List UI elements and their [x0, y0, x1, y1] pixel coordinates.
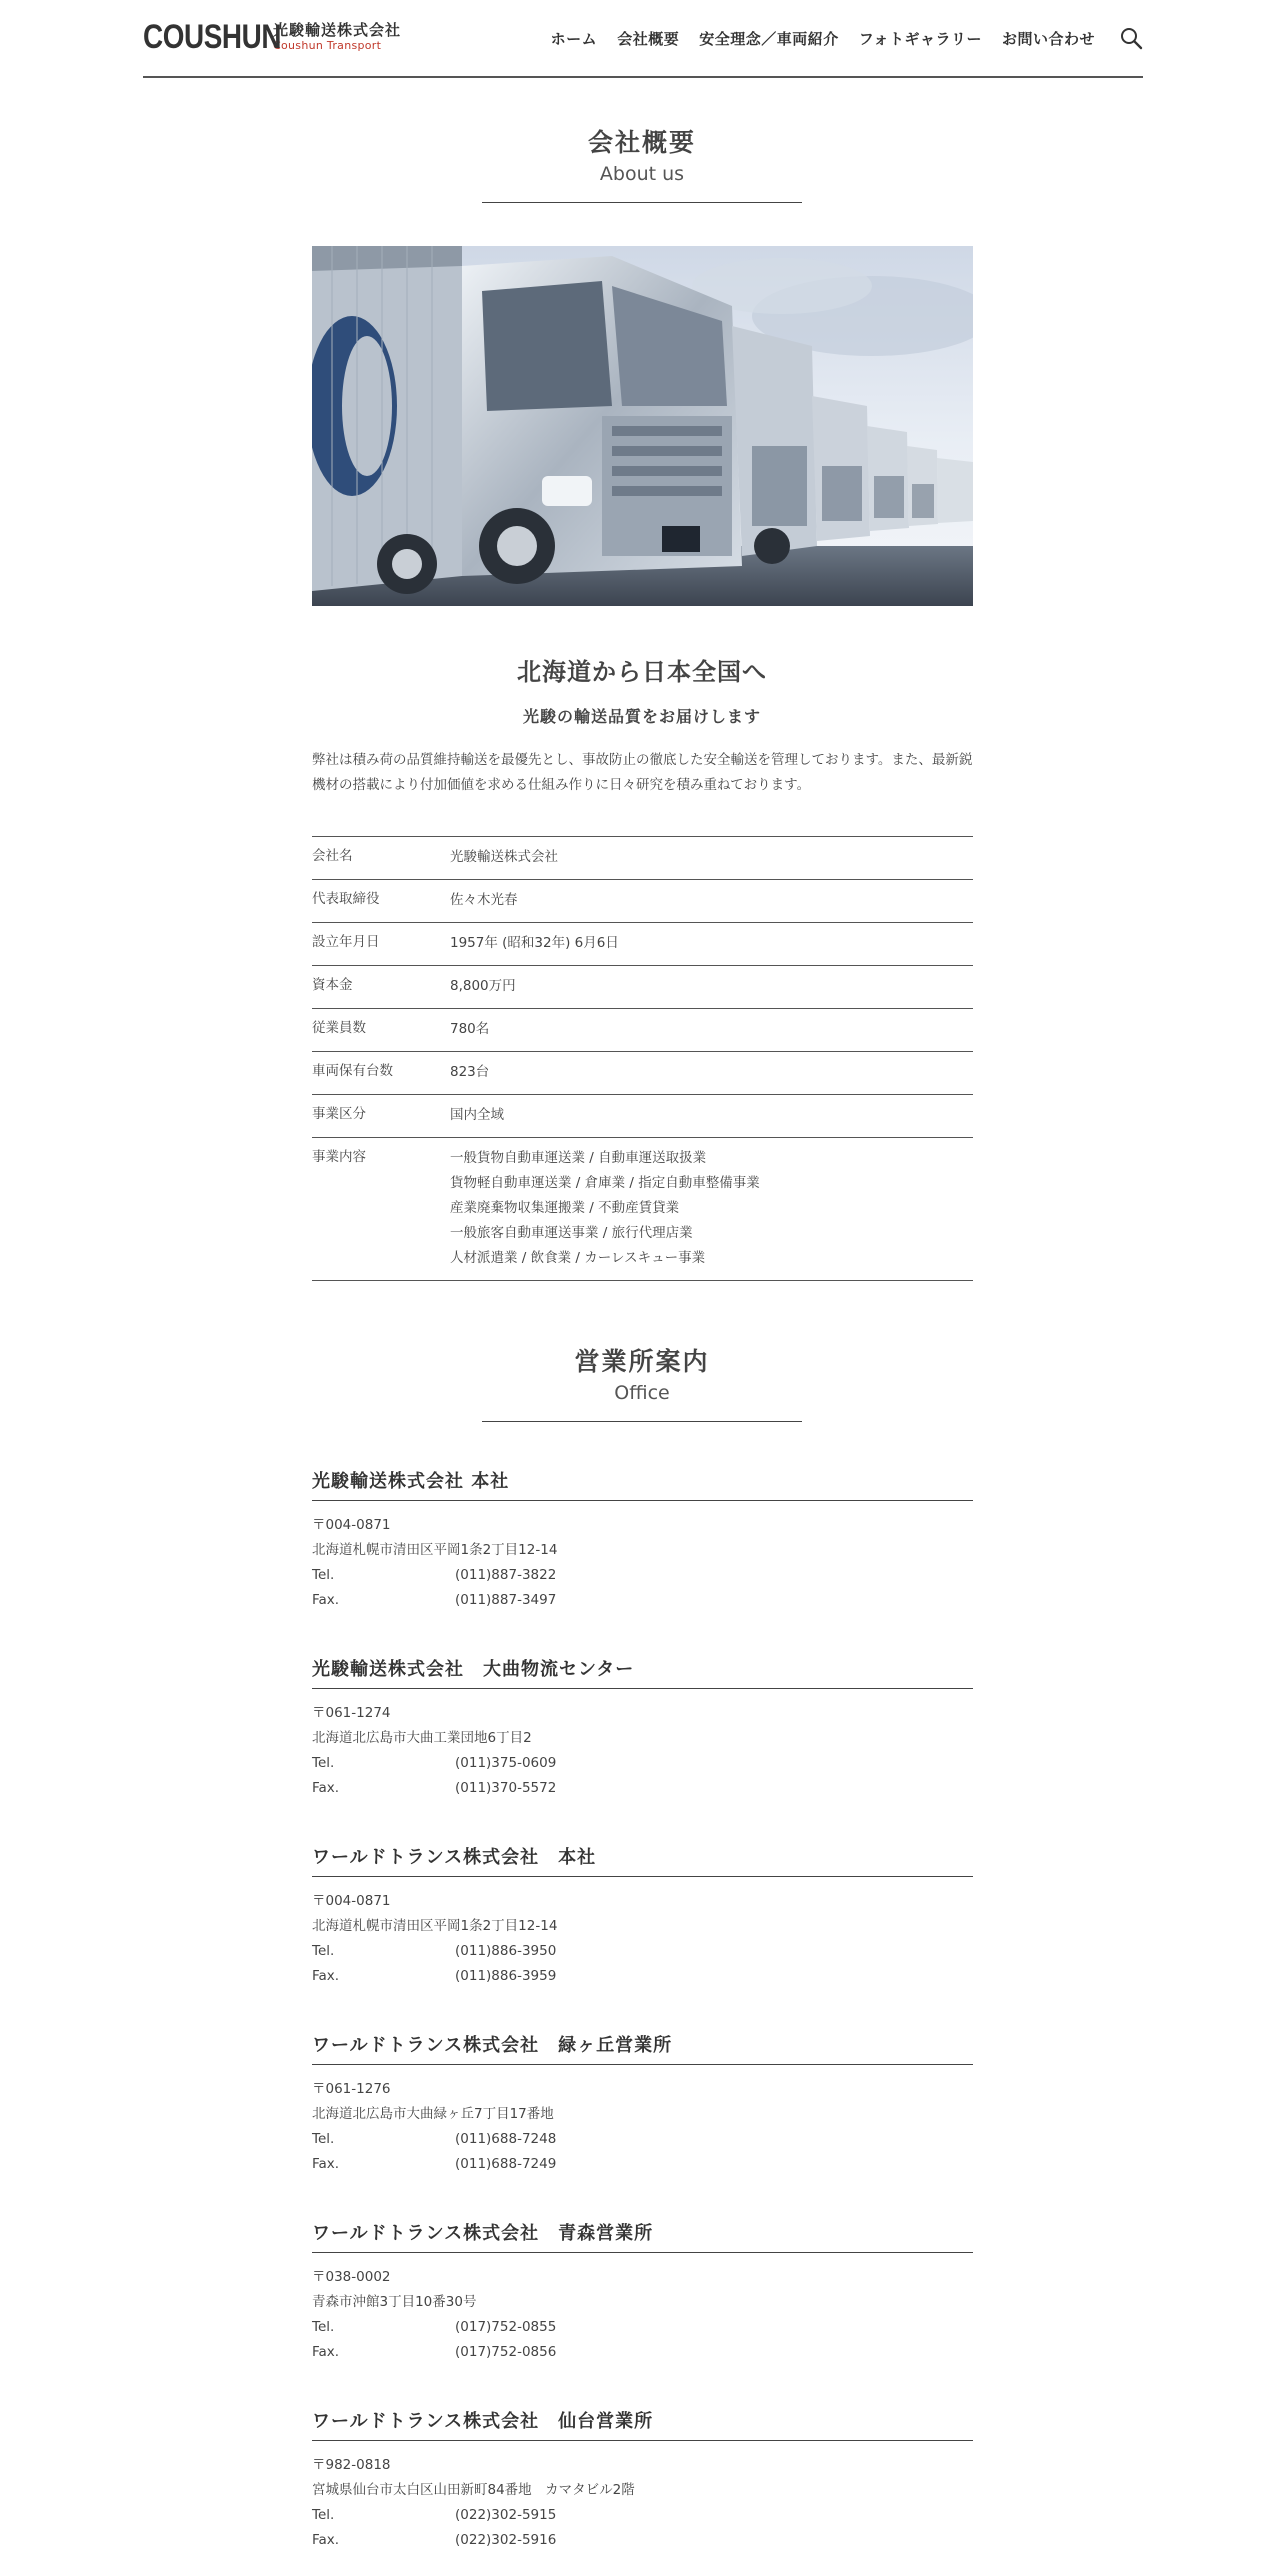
- tel-label: Tel.: [312, 1567, 335, 1583]
- row-value: 8,800万円: [450, 978, 516, 994]
- office-divider: [482, 1421, 802, 1422]
- site-logo[interactable]: [143, 18, 401, 56]
- office-fax-row: [312, 1588, 973, 1613]
- lead-subtitle: 光駿の輸送品質をお届けします: [522, 707, 761, 726]
- office-name: 光駿輸送株式会社 大曲物流センター: [312, 1656, 973, 1689]
- office-name: ワールドトランス株式会社 緑ヶ丘営業所: [312, 2032, 973, 2065]
- office-heading: [0, 1345, 1284, 1422]
- table-row: [312, 880, 973, 923]
- office-address: 北海道札幌市清田区平岡1条2丁目12-14: [312, 1918, 558, 1934]
- tel-label: Tel.: [312, 2131, 335, 2147]
- office-fax-row: [312, 2340, 973, 2365]
- office-tel: (011)688-7248: [455, 2131, 557, 2147]
- office-fax: (011)886-3959: [455, 1968, 557, 1984]
- nav-home[interactable]: ホーム: [550, 29, 598, 48]
- office-name: ワールドトランス株式会社 本社: [312, 1844, 973, 1877]
- office-tel-row: [312, 1563, 973, 1588]
- row-label: 代表取締役: [312, 891, 380, 907]
- office-fax: (011)370-5572: [455, 1780, 557, 1796]
- site-header: [143, 0, 1143, 78]
- office-details: [312, 1513, 973, 1613]
- logo-subtext: [273, 18, 401, 52]
- office-tel-row: [312, 1939, 973, 1964]
- office-zip: 〒061-1274: [312, 1705, 391, 1721]
- nav-photo-gallery[interactable]: フォトギャラリー: [858, 29, 982, 48]
- about-title: 会社概要: [587, 128, 696, 157]
- row-value: 国内全域: [450, 1107, 504, 1123]
- business-lines: [450, 1146, 973, 1271]
- office-zip: 〒004-0871: [312, 1893, 391, 1909]
- fax-label: Fax.: [312, 2532, 340, 2548]
- office-tel: (011)887-3822: [455, 1567, 557, 1583]
- office-details: [312, 2453, 973, 2553]
- lead-body: 弊社は積み荷の品質維持輸送を最優先とし、事故防止の徹底した安全輸送を管理しております。また、最新鋭機材の搭載により付加価値を求める仕組み作りに日々研究を積み重ねております。: [312, 752, 973, 793]
- office-zip: 〒982-0818: [312, 2457, 391, 2473]
- office-fax: (011)887-3497: [455, 1592, 557, 1608]
- row-label: 資本金: [312, 977, 353, 993]
- about-heading: [0, 126, 1284, 203]
- business-line: 産業廃棄物収集運搬業 / 不動産賃貸業: [450, 1200, 680, 1216]
- row-value: 823台: [450, 1064, 490, 1080]
- office-tel-row: [312, 1751, 973, 1776]
- row-label: 事業内容: [312, 1149, 366, 1165]
- about-subtitle: About us: [599, 163, 685, 185]
- fax-label: Fax.: [312, 1968, 340, 1984]
- office-fax-row: [312, 1776, 973, 1801]
- office-tel: (017)752-0855: [455, 2319, 557, 2335]
- office-tel: (011)886-3950: [455, 1943, 557, 1959]
- office-card: [312, 1844, 973, 1989]
- office-name: ワールドトランス株式会社 青森営業所: [312, 2220, 973, 2253]
- logo-wordmark: COUSHUN: [143, 18, 282, 56]
- lead-title: 北海道から日本全国へ: [517, 658, 767, 686]
- office-address: 北海道北広島市大曲緑ヶ丘7丁目17番地: [312, 2106, 554, 2122]
- office-tel-row: [312, 2315, 973, 2340]
- office-zip: 〒004-0871: [312, 1517, 391, 1533]
- office-zip: 〒038-0002: [312, 2269, 391, 2285]
- business-line: 人材派遣業 / 飲食業 / カーレスキュー事業: [450, 1250, 706, 1266]
- fax-label: Fax.: [312, 2156, 340, 2172]
- table-row: [312, 1052, 973, 1095]
- search-icon[interactable]: [1119, 26, 1143, 50]
- office-card: [312, 2408, 973, 2553]
- office-card: [312, 1656, 973, 1801]
- office-fax: (011)688-7249: [455, 2156, 557, 2172]
- fax-label: Fax.: [312, 2344, 340, 2360]
- nav-about[interactable]: 会社概要: [617, 29, 680, 48]
- table-row: [312, 837, 973, 880]
- tel-label: Tel.: [312, 1943, 335, 1959]
- office-zip: 〒061-1276: [312, 2081, 391, 2097]
- office-details: [312, 2265, 973, 2365]
- office-details: [312, 1889, 973, 1989]
- row-label: 従業員数: [312, 1020, 366, 1036]
- office-card: [312, 2220, 973, 2365]
- office-address: 北海道札幌市清田区平岡1条2丁目12-14: [312, 1542, 558, 1558]
- office-fax-row: [312, 2528, 973, 2553]
- office-card: [312, 2032, 973, 2177]
- office-tel-row: [312, 2127, 973, 2152]
- office-tel: (011)375-0609: [455, 1755, 557, 1771]
- row-value: 1957年 (昭和32年) 6月6日: [450, 935, 619, 951]
- table-row-business: [312, 1138, 973, 1281]
- row-value: 780名: [450, 1021, 490, 1037]
- logo-company-name: 光駿輸送株式会社: [273, 21, 402, 39]
- row-value: 佐々木光春: [450, 892, 518, 908]
- office-fax: (022)302-5916: [455, 2532, 557, 2548]
- row-value: 光駿輸送株式会社: [450, 849, 558, 865]
- row-label: 設立年月日: [312, 934, 380, 950]
- business-line: 一般貨物自動車運送業 / 自動車運送取扱業: [450, 1150, 707, 1166]
- office-card: [312, 1468, 973, 1613]
- row-label: 事業区分: [312, 1106, 366, 1122]
- office-fax-row: [312, 1964, 973, 1989]
- main-nav: [531, 26, 1143, 50]
- tel-label: Tel.: [312, 2507, 335, 2523]
- nav-safety-vehicles[interactable]: 安全理念／車両紹介: [699, 29, 839, 48]
- fax-label: Fax.: [312, 1780, 340, 1796]
- office-address: 北海道北広島市大曲工業団地6丁目2: [312, 1730, 532, 1746]
- office-address: 宮城県仙台市太白区山田新町84番地 カマタビル2階: [312, 2482, 635, 2498]
- office-fax: (017)752-0856: [455, 2344, 557, 2360]
- table-row: [312, 966, 973, 1009]
- office-address: 青森市沖館3丁目10番30号: [312, 2294, 477, 2310]
- table-row: [312, 1095, 973, 1138]
- about-divider: [482, 202, 802, 203]
- business-line: 貨物軽自動車運送業 / 倉庫業 / 指定自動車整備事業: [450, 1175, 760, 1191]
- office-details: [312, 1701, 973, 1801]
- row-label: 会社名: [312, 848, 353, 864]
- office-tel-row: [312, 2503, 973, 2528]
- office-subtitle: Office: [614, 1382, 670, 1404]
- fax-label: Fax.: [312, 1592, 340, 1608]
- table-row: [312, 1009, 973, 1052]
- office-fax-row: [312, 2152, 973, 2177]
- office-name: ワールドトランス株式会社 仙台営業所: [312, 2408, 973, 2441]
- office-details: [312, 2077, 973, 2177]
- office-tel: (022)302-5915: [455, 2507, 557, 2523]
- table-row: [312, 923, 973, 966]
- tel-label: Tel.: [312, 1755, 335, 1771]
- office-name: 光駿輸送株式会社 本社: [312, 1468, 973, 1501]
- row-label: 車両保有台数: [312, 1063, 393, 1079]
- nav-contact[interactable]: お問い合わせ: [1001, 29, 1095, 48]
- logo-company-name-en: Coushun Transport: [273, 39, 382, 52]
- tel-label: Tel.: [312, 2319, 335, 2335]
- company-info-table: [312, 836, 973, 1281]
- office-title: 営業所案内: [574, 1347, 710, 1376]
- truck-fleet-photo: [312, 246, 973, 606]
- business-line: 一般旅客自動車運送事業 / 旅行代理店業: [450, 1225, 693, 1241]
